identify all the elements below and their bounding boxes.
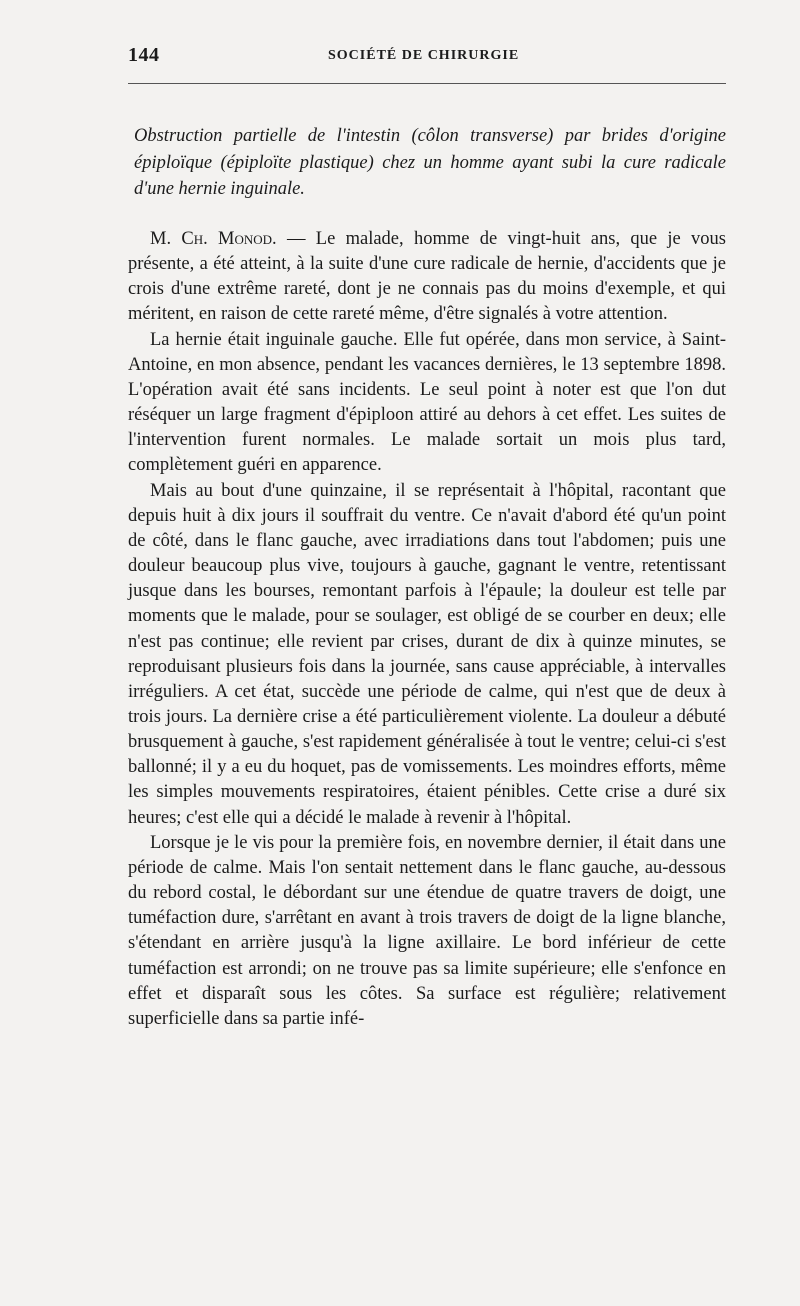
page-header	[128, 44, 728, 70]
article-title: Obstruction partielle de l'intestin (côlon transverse) par brides d'origine épiploïque (épiploïte plastique) chez un homme ayant subi la cure radicale d'une hernie inguinale.	[134, 126, 726, 199]
paragraph: La hernie était inguinale gauche. Elle fut opérée, dans mon service, à Saint-Antoine, en mon absence, pendant les vacances dernières, le 13 septembre 1898. L'opération avait été sans incidents. Le seul point à noter est que l'on dut réséquer un large fragment d'épiploon attiré au dehors à cet effet. Les suites de l'intervention furent normales. Le malade sortait un mois plus tard, complètement guéri en apparence.	[128, 329, 726, 476]
paragraph: Mais au bout d'une quinzaine, il se représentait à l'hôpital, racontant que depuis huit à dix jours il souffrait du ventre. Ce n'avait d'abord été qu'un point de côté, dans le flanc gauche, avec irradiations dans tout l'abdomen; puis une douleur beaucoup plus vive, toujours à gauche, gagnant le ventre, retentissant jusque dans les bourses, remontant parfois à l'épaule; la douleur est telle par moments que le malade, pour se soulager, est obligé de se courber en deux; elle n'est pas continue; elle revient par crises, durant de dix à quinze minutes, se reproduisant plusieurs fois dans la journée, sans cause appréciable, à intervalles irréguliers. A cet état, succède une période de calme, qui n'est que de deux à trois jours. La dernière crise a été particulièrement violente. La douleur a débuté brusquement à gauche, s'est rapidement généralisée à tout le ventre; celui-ci s'est ballonné; il y a eu du hoquet, pas de vomissements. Les moindres efforts, même les simples mouvements respiratoires, étaient pénibles. Cette crise a duré six heures; c'est elle qui a décidé le malade à revenir à l'hôpital.	[128, 480, 726, 828]
article-body	[128, 227, 726, 1032]
running-head: SOCIÉTÉ DE CHIRURGIE	[328, 48, 520, 63]
paragraph-text: — Le malade, homme de vingt-huit ans, que je vous présente, a été atteint, à la suite d'une cure radicale de hernie, d'accidents que je crois d'une extrême rareté, dont je ne connais pas du moins d'exemple, et qui méritent, en raison de cette rareté même, d'être signalés à votre attention.	[128, 229, 726, 325]
speaker-name: M. Ch. Monod.	[150, 229, 277, 249]
paragraph: Lorsque je le vis pour la première fois, en novembre dernier, il était dans une période de calme. Mais l'on sentait nettement dans le flanc gauche, au-dessous du rebord costal, le débordant sur une étendue de quatre travers de doigt, une tuméfaction dure, s'arrêtant en avant à trois travers de doigt de la ligne blanche, s'étendant en arrière jusqu'à la ligne axillaire. Le bord inférieur de cette tuméfaction est arrondi; on ne trouve pas sa limite supérieure; elle s'enfonce en effet et disparaît sous les côtes. Sa surface est régulière; relativement superficielle dans sa partie infé-	[128, 832, 726, 1029]
header-rule	[128, 83, 726, 84]
paragraph	[128, 227, 726, 328]
page-number: 144	[128, 44, 160, 66]
